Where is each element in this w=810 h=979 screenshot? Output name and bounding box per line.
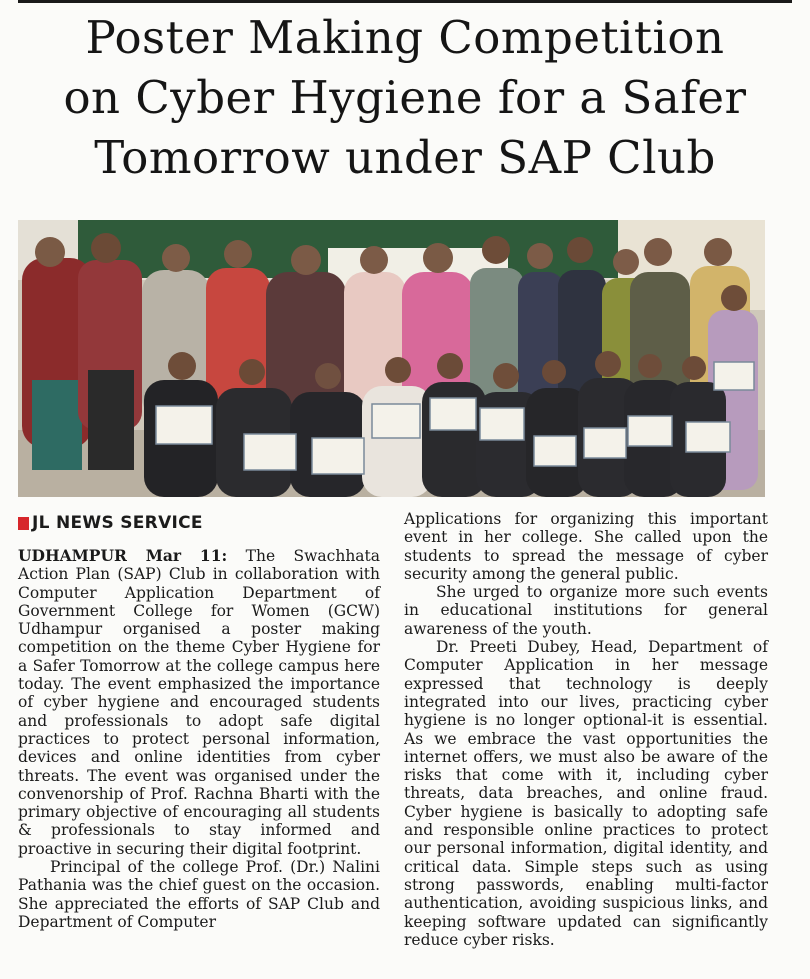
headline-line-3: Tomorrow under SAP Club [94,131,716,184]
headline-line-2: on Cyber Hygiene for a Safer [63,71,747,124]
article-paragraph-1 [18,547,380,858]
article-paragraph-3: Applications for organizing this important event in her college. She called upon the students to spread the message of cyber security among the general public. [404,510,768,583]
article-paragraph-1-text: The Swachhata Action Plan (SAP) Club in collaboration with Computer Application Department of Government College for Women (GCW) Udhampur organised a poster making competition on the theme Cyber Hygiene for a Safer Tomorrow at the college campus here today. The event emphasized the importance of cyber hygiene and encouraged students and professionals to adopt safe digital practices to protect personal information, devices and online identities from cyber threats. The event was organised under the convenorship of Prof. Rachna Bharti with the primary objective of encouraging all students & professionals to stay informed and proactive in securing their digital footprint. [18,547,381,858]
article-column-right [404,510,768,949]
news-service-byline [18,510,380,536]
article-paragraph-2: Principal of the college Prof. (Dr.) Nalini Pathania was the chief guest on the occasion. She appreciated the efforts of SAP Club and Department of Computer [18,858,380,931]
article-column-left [18,510,380,931]
article-headline [10,8,800,188]
headline-line-1: Poster Making Competition [85,11,725,64]
red-square-icon [18,517,29,530]
group-photo [18,220,765,497]
article-paragraph-4: She urged to organize more such events in educational institutions for general awareness of the youth. [404,583,768,638]
news-service-label: JL NEWS SERVICE [32,512,203,533]
group-photo-icon [18,220,765,497]
article-paragraph-5: Dr. Preeti Dubey, Head, Department of Computer Application in her message expressed that technology is deeply integrated into our lives, practicing cyber hygiene is no longer optional-it is essential. As we embrace the vast opportunities the internet offers, we must also be aware of the risks that come with it, including cyber threats, data breaches, and online fraud. Cyber hygiene is basically to adopting safe and responsible online practices to protect our personal information, digital identity, and critical data. Simple steps such as using strong passwords, enabling multi-factor authentication, avoiding suspicious links, and keeping software updated can significantly reduce cyber risks. [404,638,768,949]
top-rule [18,0,792,3]
dateline: UDHAMPUR Mar 11: [18,546,228,565]
